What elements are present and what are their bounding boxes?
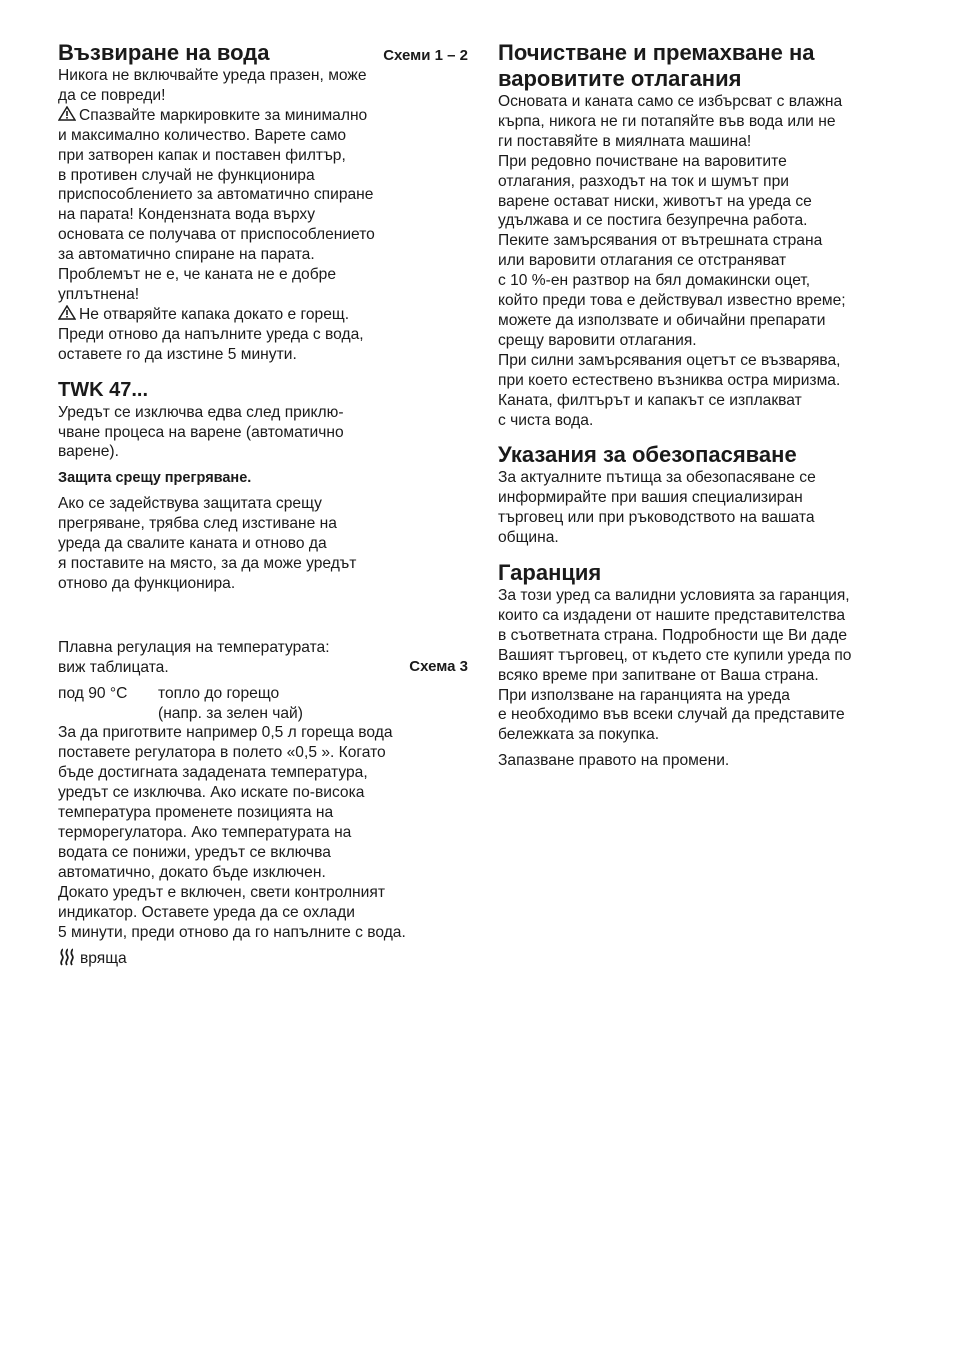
boiling-paragraph-2 xyxy=(58,106,468,305)
boiling-legend xyxy=(58,948,468,969)
boiling-paragraph-1: Никога не включвайте уреда празен, може да се повреди! xyxy=(58,67,367,104)
temp-line-2: виж таблицата. xyxy=(58,658,169,676)
warning-triangle-icon xyxy=(58,305,76,320)
boiling-paragraph-3 xyxy=(58,305,468,365)
boiling-paragraph-3-text: Не отваряйте капака докато е горещ. Преди отново да напълните уреда с вода, оставете го да изстине 5 минути. xyxy=(58,305,364,363)
warranty-title: Гаранция xyxy=(498,560,602,586)
cleaning-paragraph: Основата и каната само се избърсват с влажна кърпа, никога не ги потапяйте във вода или не ги поставяйте в миялната машина! При редовно почистване на варовитите отлагания, разходът на ток и шумът при варене остават ниски, животът на уреда се удължава и се постига безупречна работа. Пеките замърсявания от вътрешната страна или варовити отлагания се отстраняват с 10 %-ен разтвор на бял домакински оцет, който преди това е действувал известно време; можете да използвате и обичайни препарати срещу варовити отлагания. При силни замърсявания оцетът се възварява, при което естествено възниква остра миризма. Каната, филтърът и капакът се изплакват с чиста вода. xyxy=(498,93,846,429)
boiling-heading-row xyxy=(58,40,468,66)
twk-paragraph-2: Ако се задействува защитата срещу прегряване, трябва след изстиване на уреда да свалите каната и отново да я поставите на място, за да може уредът отново да функционира. xyxy=(58,495,357,592)
right-column xyxy=(498,40,910,771)
temp-desc-1: топло до горещо xyxy=(158,684,280,702)
twk-paragraph-1: Уредът се изключва едва след приклю- чване процеса на варене (автоматично варене). xyxy=(58,403,344,461)
temp-paragraph: За да приготвите например 0,5 л гореща вода поставете регулатора в полето «0,5 ». Когато бъде достигната зададената температура, уредът се изключва. Ако искате по-висока температура променете позицията на терморегулатора. Ако температурата на водата се понижи, уредът се включва автоматично, докато бъде изключен. Докато уредът е включен, свети контролният индикатор. Оставете уреда да се охлади 5 минути, преди отново да го напълните с вода. xyxy=(58,724,406,941)
temp-line-1: Плавна регулация на температурата: xyxy=(58,638,330,656)
twk-title: TWK 47... xyxy=(58,378,149,401)
steam-icon xyxy=(58,948,78,966)
safety-title: Указания за обезопасяване xyxy=(498,442,797,468)
boiling-paragraph-2-text: Спазвайте маркировките за минимално и максимално количество. Варете само при затворен капак и поставен филтър, в противен случай не функционира приспособлението за автоматично спиране на парата! Кондензната вода върху основата се получава от приспособлението за автоматично спиране на парата. Проблемът не е, че каната не е добре уплътнена! xyxy=(58,106,375,303)
boiling-legend-label: вряща xyxy=(80,950,127,968)
boiling-schema-ref: Схеми 1 – 2 xyxy=(383,47,468,64)
temp-schema-ref: Схема 3 xyxy=(409,657,468,675)
temp-desc-2: (напр. за зелен чай) xyxy=(158,704,303,722)
cleaning-title: Почистване и премахване на варовитите отлагания xyxy=(498,40,815,91)
warranty-paragraph: За този уред са валидни условията за гаранция, които са издадени от нашите представителства в съответната страна. Подробности ще Ви даде Вашият търговец, от където сте купили уреда по всяко време при запитване от Ваша страна. При използване на гаранцията на уреда е необходимо във всеки случай да представите бележката за покупка. xyxy=(498,587,852,744)
safety-paragraph: За актуалните пътища за обезопасяване се информирайте при вашия специализиран търговец или при ръководството на вашата община. xyxy=(498,469,816,547)
left-column xyxy=(58,40,468,969)
boiling-title: Възвиране на вода xyxy=(58,40,270,65)
temp-table-row xyxy=(58,684,468,724)
overheat-protection-title: Защита срещу прегряване. xyxy=(58,470,252,487)
temp-description xyxy=(158,684,458,724)
temp-range: под 90 °C xyxy=(58,684,128,702)
reserved-rights-note: Запазване правото на промени. xyxy=(498,752,730,770)
warning-triangle-icon xyxy=(58,106,76,121)
temp-line-2-row xyxy=(58,658,468,678)
